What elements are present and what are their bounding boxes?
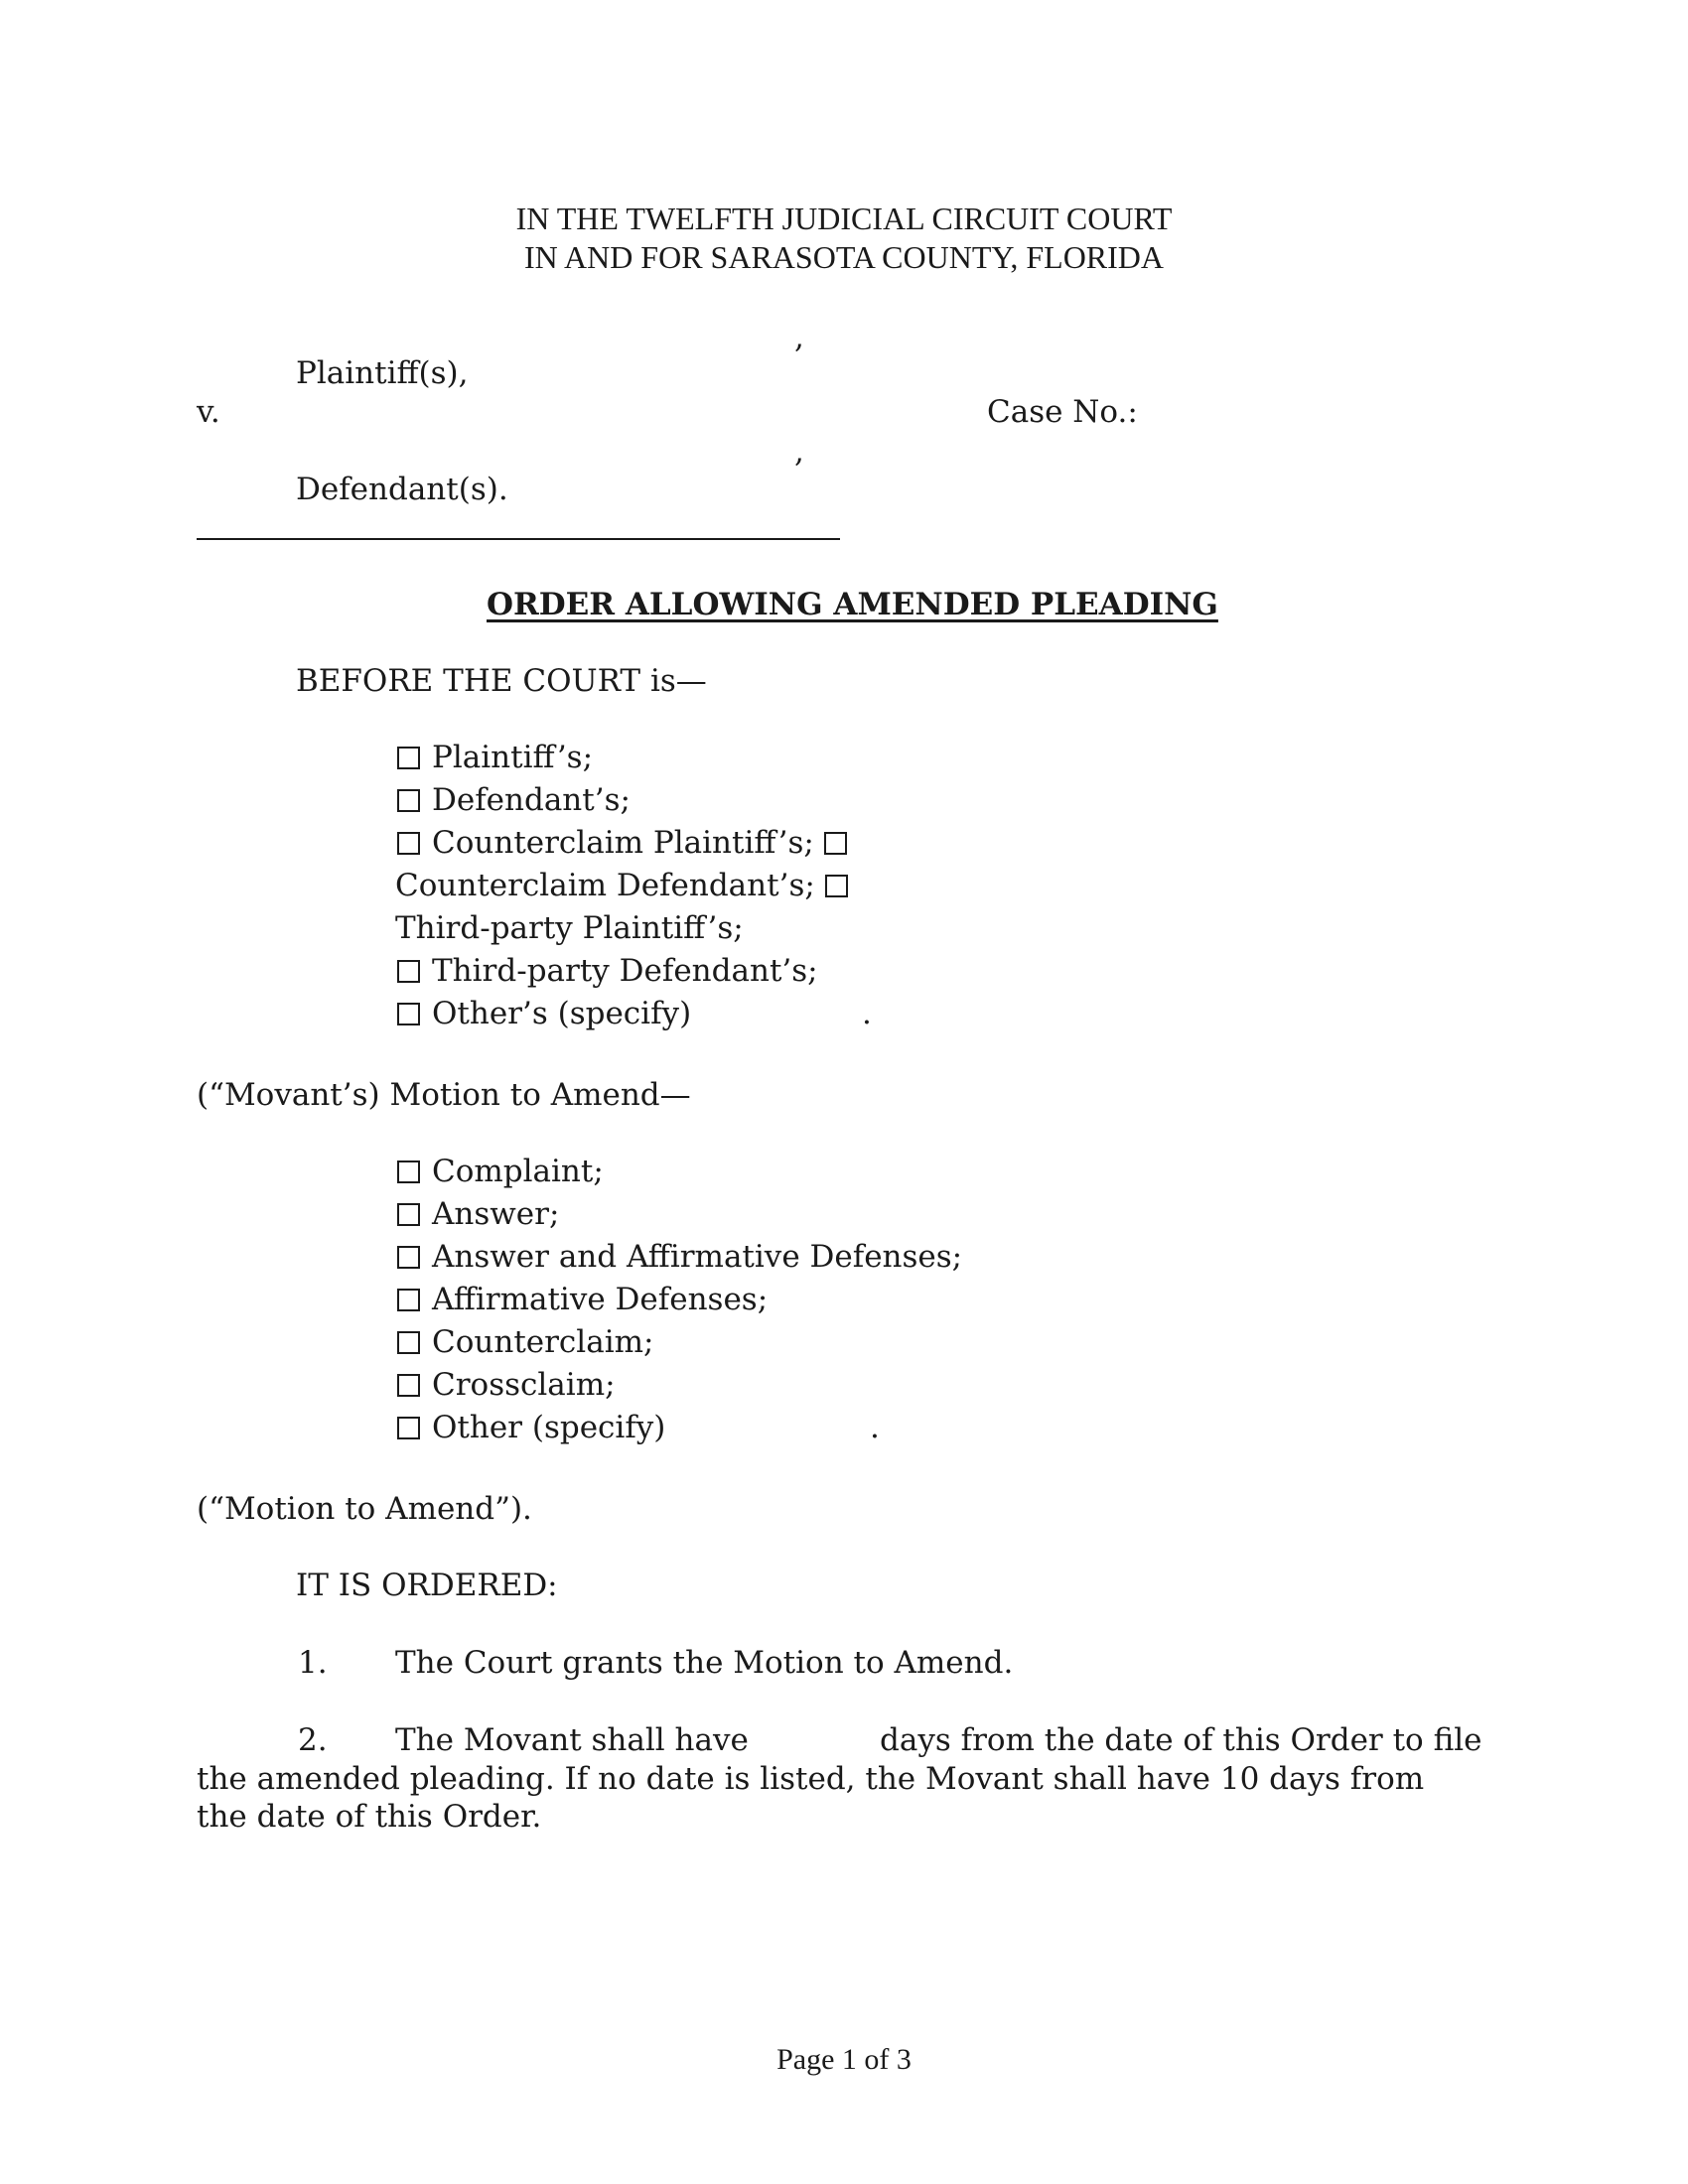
checkbox-third-party-defendant[interactable] [397,960,420,983]
pleading-complaint[interactable] [397,1154,604,1189]
order-title: ORDER ALLOWING AMENDED PLEADING [487,587,1218,622]
option-other-party-label: Other’s (specify) [432,996,692,1031]
checkbox-defendant[interactable] [397,789,420,812]
option-third-party-plaintiff: Third-party Plaintiff’s; [395,910,744,946]
option-defendant[interactable] [397,782,631,818]
caption-rule [197,538,840,540]
intro-text: BEFORE THE COURT is— [296,663,707,699]
pleading-affirmative-defenses-label: Affirmative Defenses; [432,1282,769,1317]
defendant-comma: , [794,434,804,470]
option-defendant-label: Defendant’s; [432,782,631,818]
checkbox-counterclaim-plaintiff[interactable] [397,832,420,855]
checkbox-answer-affirmative[interactable] [397,1246,420,1269]
paragraph-1-number: 1. [298,1645,328,1681]
case-number-label: Case No.: [987,394,1138,430]
paragraph-2-line-2: the amended pleading. If no date is listed, the Movant shall have 10 days from [197,1761,1425,1797]
pleading-other-period: . [870,1410,880,1445]
pleading-answer-affirmative[interactable] [397,1239,963,1275]
checkbox-other-party[interactable] [397,1003,420,1025]
checkbox-third-party-plaintiff[interactable] [825,875,848,897]
option-other-party[interactable] [397,996,692,1031]
option-counterclaim-plaintiff[interactable] [397,825,847,861]
checkbox-counterclaim[interactable] [397,1331,420,1354]
pleading-counterclaim[interactable] [397,1324,654,1360]
checkbox-affirmative-defenses[interactable] [397,1289,420,1311]
checkbox-answer[interactable] [397,1203,420,1226]
pleading-other[interactable] [397,1410,666,1445]
option-plaintiff-label: Plaintiff’s; [432,740,594,775]
pleading-affirmative-defenses[interactable] [397,1282,769,1317]
paragraph-2-text-b: days from the date of this Order to file [880,1722,1482,1758]
option-counterclaim-defendant[interactable] [395,868,848,903]
pleading-answer-affirmative-label: Answer and Affirmative Defenses; [432,1239,963,1275]
plaintiff-label: Plaintiff(s), [296,355,469,391]
pleading-answer[interactable] [397,1196,560,1232]
versus-label: v. [197,394,220,430]
pleading-crossclaim-label: Crossclaim; [432,1367,616,1403]
motion-close-text: (“Motion to Amend”). [197,1491,532,1527]
page-footer: Page 1 of 3 [776,2043,912,2076]
ordered-text: IT IS ORDERED: [296,1568,558,1603]
checkbox-counterclaim-defendant[interactable] [824,832,847,855]
option-plaintiff[interactable] [397,740,594,775]
option-counterclaim-defendant-label: Counterclaim Defendant’s; [395,868,815,903]
paragraph-2-text-a: The Movant shall have [395,1722,749,1758]
option-other-party-period: . [862,996,872,1031]
paragraph-2-number: 2. [298,1722,328,1758]
option-counterclaim-plaintiff-label: Counterclaim Plaintiff’s; [432,825,814,861]
pleading-other-label: Other (specify) [432,1410,666,1445]
checkbox-crossclaim[interactable] [397,1374,420,1397]
option-third-party-defendant[interactable] [397,953,818,989]
plaintiff-comma: , [794,320,804,355]
pleading-answer-label: Answer; [432,1196,560,1232]
option-third-party-defendant-label: Third-party Defendant’s; [432,953,818,989]
checkbox-pleading-other[interactable] [397,1417,420,1439]
checkbox-plaintiff[interactable] [397,747,420,769]
pleading-counterclaim-label: Counterclaim; [432,1324,654,1360]
checkbox-complaint[interactable] [397,1160,420,1183]
paragraph-1-text: The Court grants the Motion to Amend. [395,1645,1014,1681]
paragraph-2-line-3: the date of this Order. [197,1799,542,1835]
court-header-line-1: IN THE TWELFTH JUDICIAL CIRCUIT COURT [515,201,1173,236]
pleading-complaint-label: Complaint; [432,1154,604,1189]
movant-motion-text: (“Movant’s) Motion to Amend— [197,1077,691,1113]
court-header-line-2: IN AND FOR SARASOTA COUNTY, FLORIDA [523,239,1165,275]
pleading-crossclaim[interactable] [397,1367,616,1403]
defendant-label: Defendant(s). [296,472,508,507]
